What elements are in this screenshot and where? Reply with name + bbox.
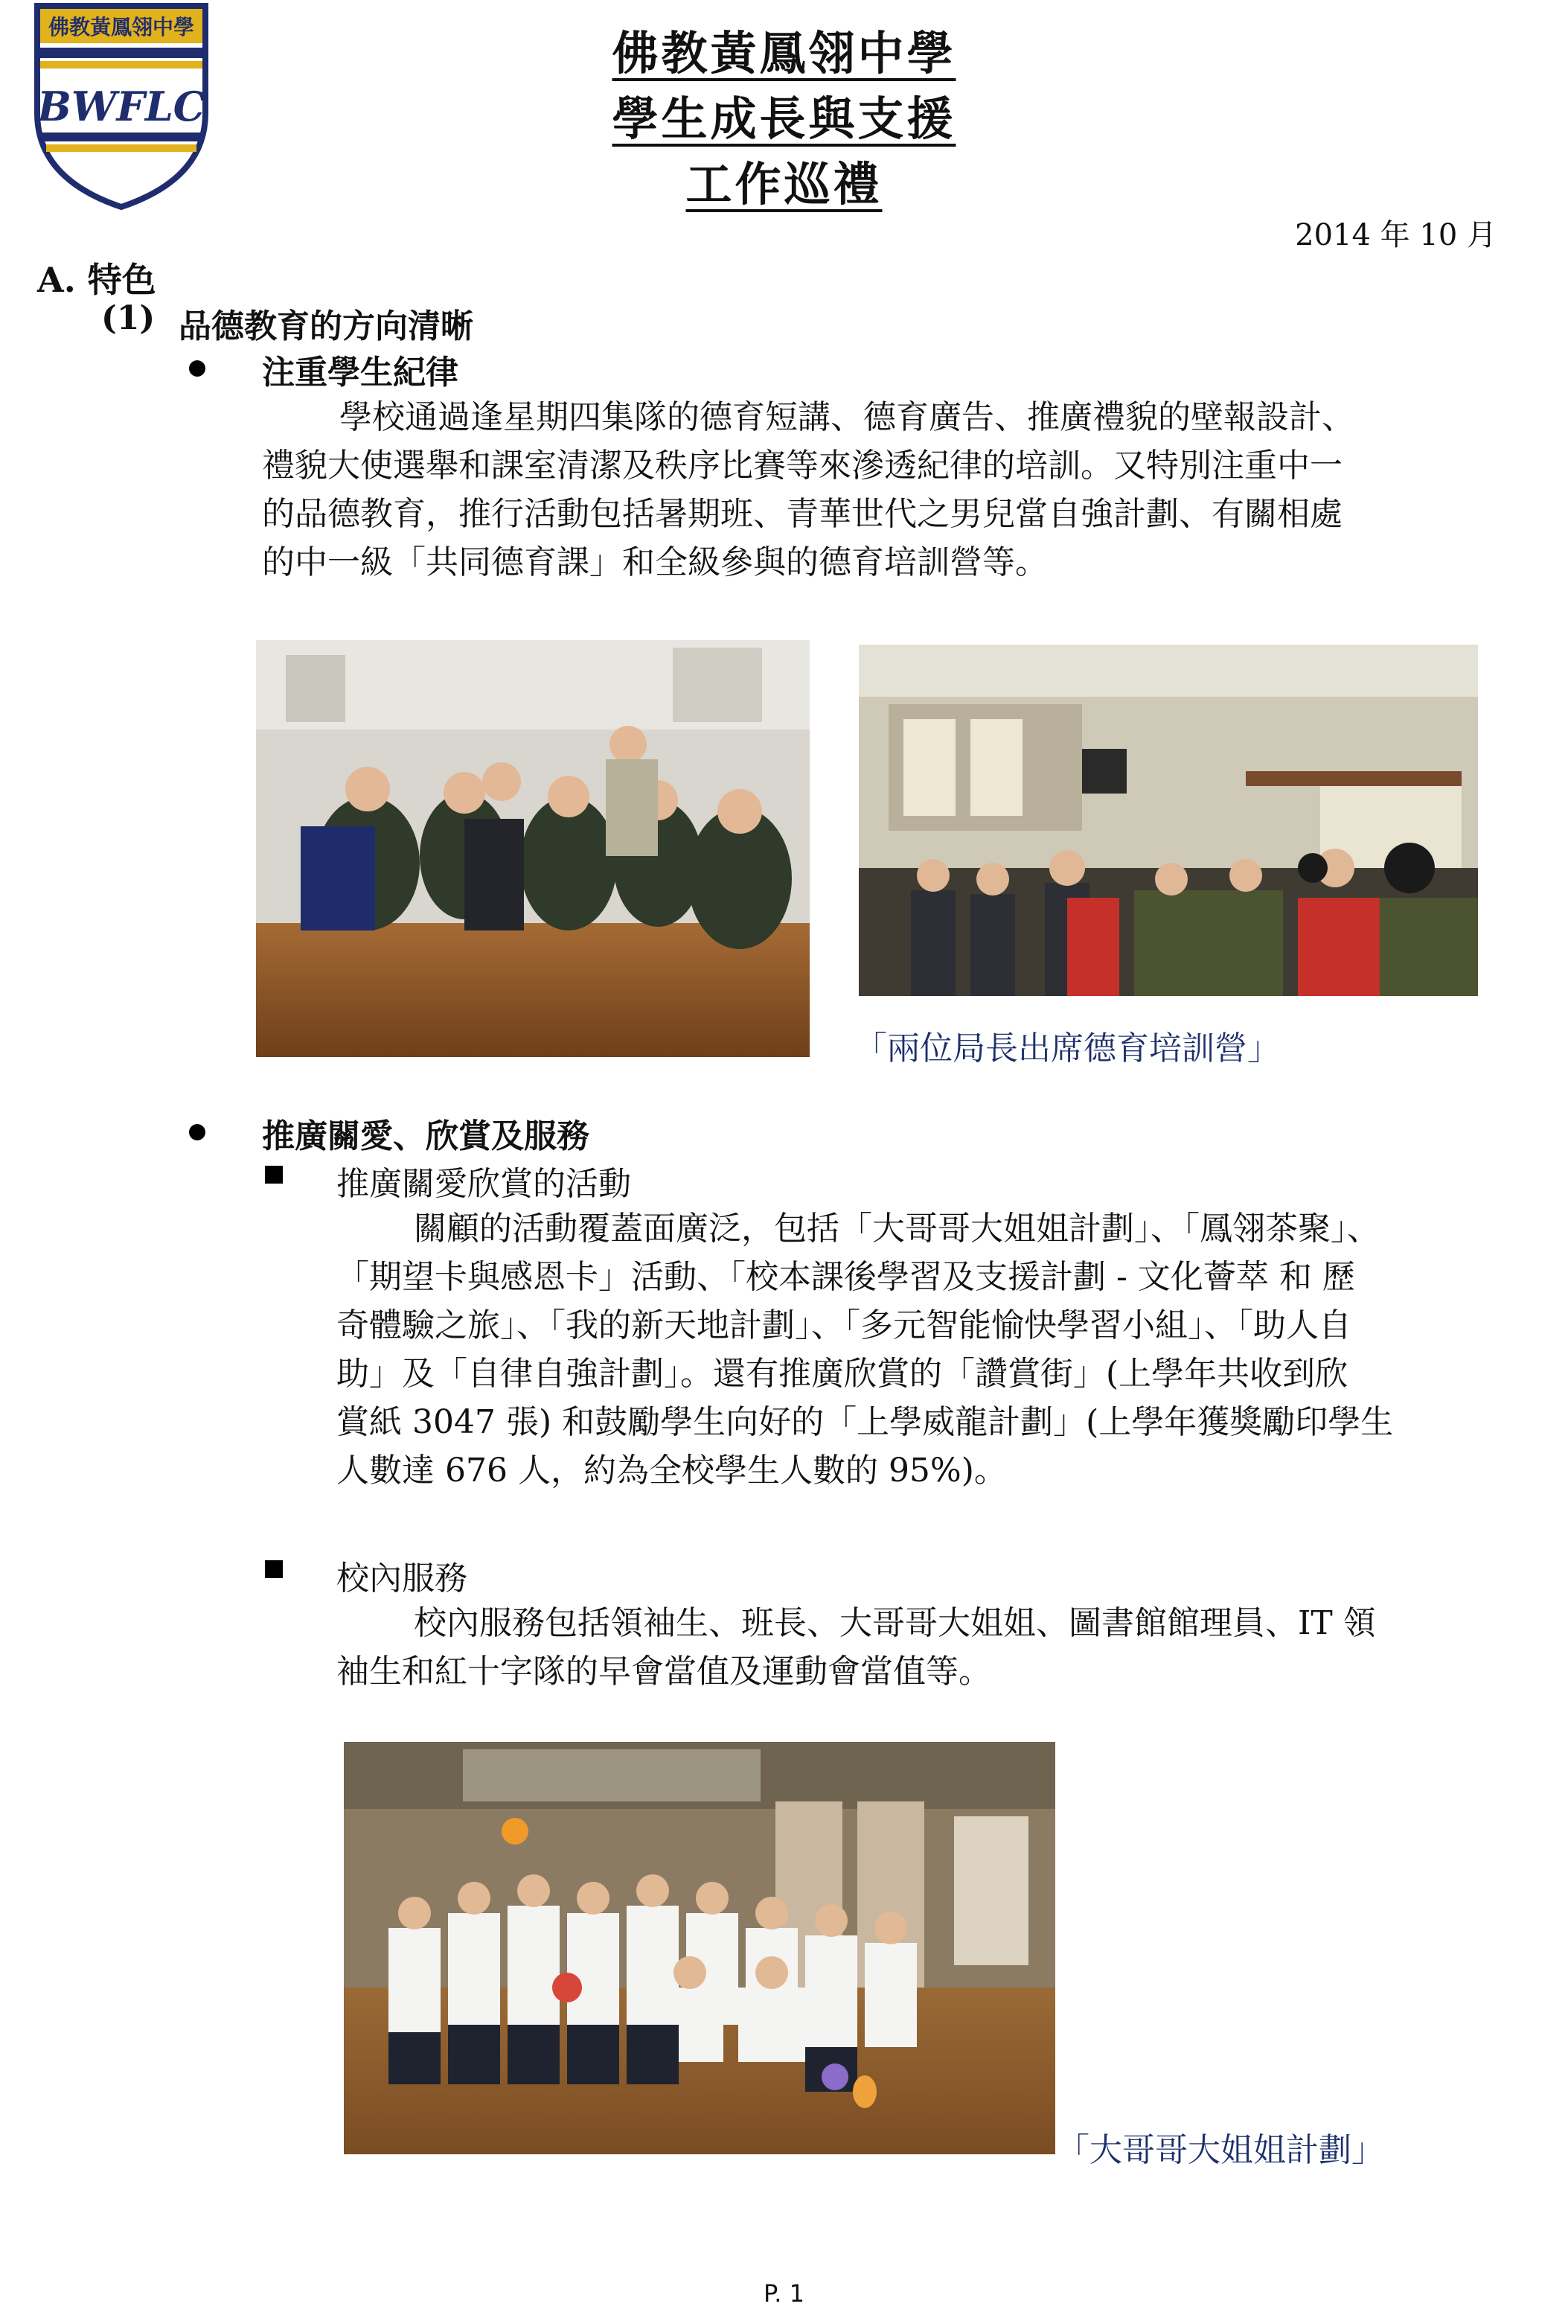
item-number: (1) — [101, 299, 156, 337]
subitem-title-care-activities: 推廣關愛欣賞的活動 — [336, 1165, 631, 1203]
paragraph-line: 校內服務包括領袖生、班長、大哥哥大姐姐、圖書館館理員、IT 領 — [414, 1604, 1376, 1642]
square-bullet — [265, 1560, 283, 1578]
crest-top-text: 佛教黃鳳翎中學 — [48, 15, 195, 39]
photo-bureau-heads — [859, 645, 1478, 996]
paragraph-line: 奇體驗之旅」、「我的新天地計劃」、「多元智能愉快學習小組」、「助人自 — [336, 1306, 1351, 1344]
document-date: 2014 年 10 月 — [1295, 218, 1497, 252]
title-line-2: 學生成長與支援 — [612, 92, 956, 146]
caption-big-brother-sister: 「大哥哥大姐姐計劃」 — [1057, 2131, 1384, 2169]
page-number: P. 1 — [763, 2279, 804, 2308]
bullet-title-discipline: 注重學生紀律 — [262, 354, 458, 392]
paragraph-line: 學校通過逢星期四集隊的德育短講、德育廣告、推廣禮貌的壁報設計、 — [339, 398, 1354, 436]
paragraph-line: 賞紙 3047 張) 和鼓勵學生向好的「上學威龍計劃」(上學年獲獎勵印學生 — [336, 1403, 1394, 1441]
crest-monogram: BWFLC — [37, 83, 205, 130]
photo-big-brother-sister-group — [344, 1742, 1055, 2154]
paragraph-line: 助」及「自律自強計劃」。還有推廣欣賞的「讚賞街」(上學年共收到欣 — [336, 1355, 1348, 1393]
paragraph-line: 的品德教育，推行活動包括暑期班、青華世代之男兒當自強計劃、有關相處 — [262, 495, 1343, 533]
bullet-dot — [189, 1124, 205, 1140]
square-bullet — [265, 1166, 283, 1184]
paragraph-line: 人數達 676 人，約為全校學生人數的 95%)。 — [336, 1452, 1007, 1490]
paragraph-line: 關顧的活動覆蓋面廣泛，包括「大哥哥大姐姐計劃」、「鳳翎茶聚」、 — [414, 1210, 1380, 1248]
discipline-paragraph — [262, 393, 1497, 587]
school-service-paragraph — [336, 1599, 1497, 1696]
care-activities-paragraph — [336, 1204, 1497, 1495]
subitem-title-school-service: 校內服務 — [336, 1560, 467, 1597]
bullet-dot — [189, 360, 205, 377]
paragraph-line: 「期望卡與感恩卡」活動、「校本課後學習及支援計劃 - 文化薈萃 和 歷 — [336, 1258, 1355, 1296]
caption-bureau-heads: 「兩位局長出席德育培訓營」 — [854, 1029, 1280, 1067]
item-title: 品德教育的方向清晰 — [179, 307, 473, 345]
paragraph-line: 的中一級「共同德育課」和全級參與的德育培訓營等。 — [262, 543, 1048, 581]
bullet-title-care: 推廣關愛、欣賞及服務 — [262, 1117, 589, 1155]
title-line-1: 佛教黃鳳翎中學 — [612, 26, 956, 80]
paragraph-line: 袖生和紅十字隊的早會當值及運動會當值等。 — [336, 1653, 991, 1691]
photo-discipline-camp — [256, 640, 810, 1057]
title-line-3: 工作巡禮 — [685, 157, 883, 211]
section-heading: A. 特色 — [37, 260, 156, 300]
paragraph-line: 禮貌大使選舉和課室清潔及秩序比賽等來滲透紀律的培訓。又特別注重中一 — [262, 447, 1343, 485]
